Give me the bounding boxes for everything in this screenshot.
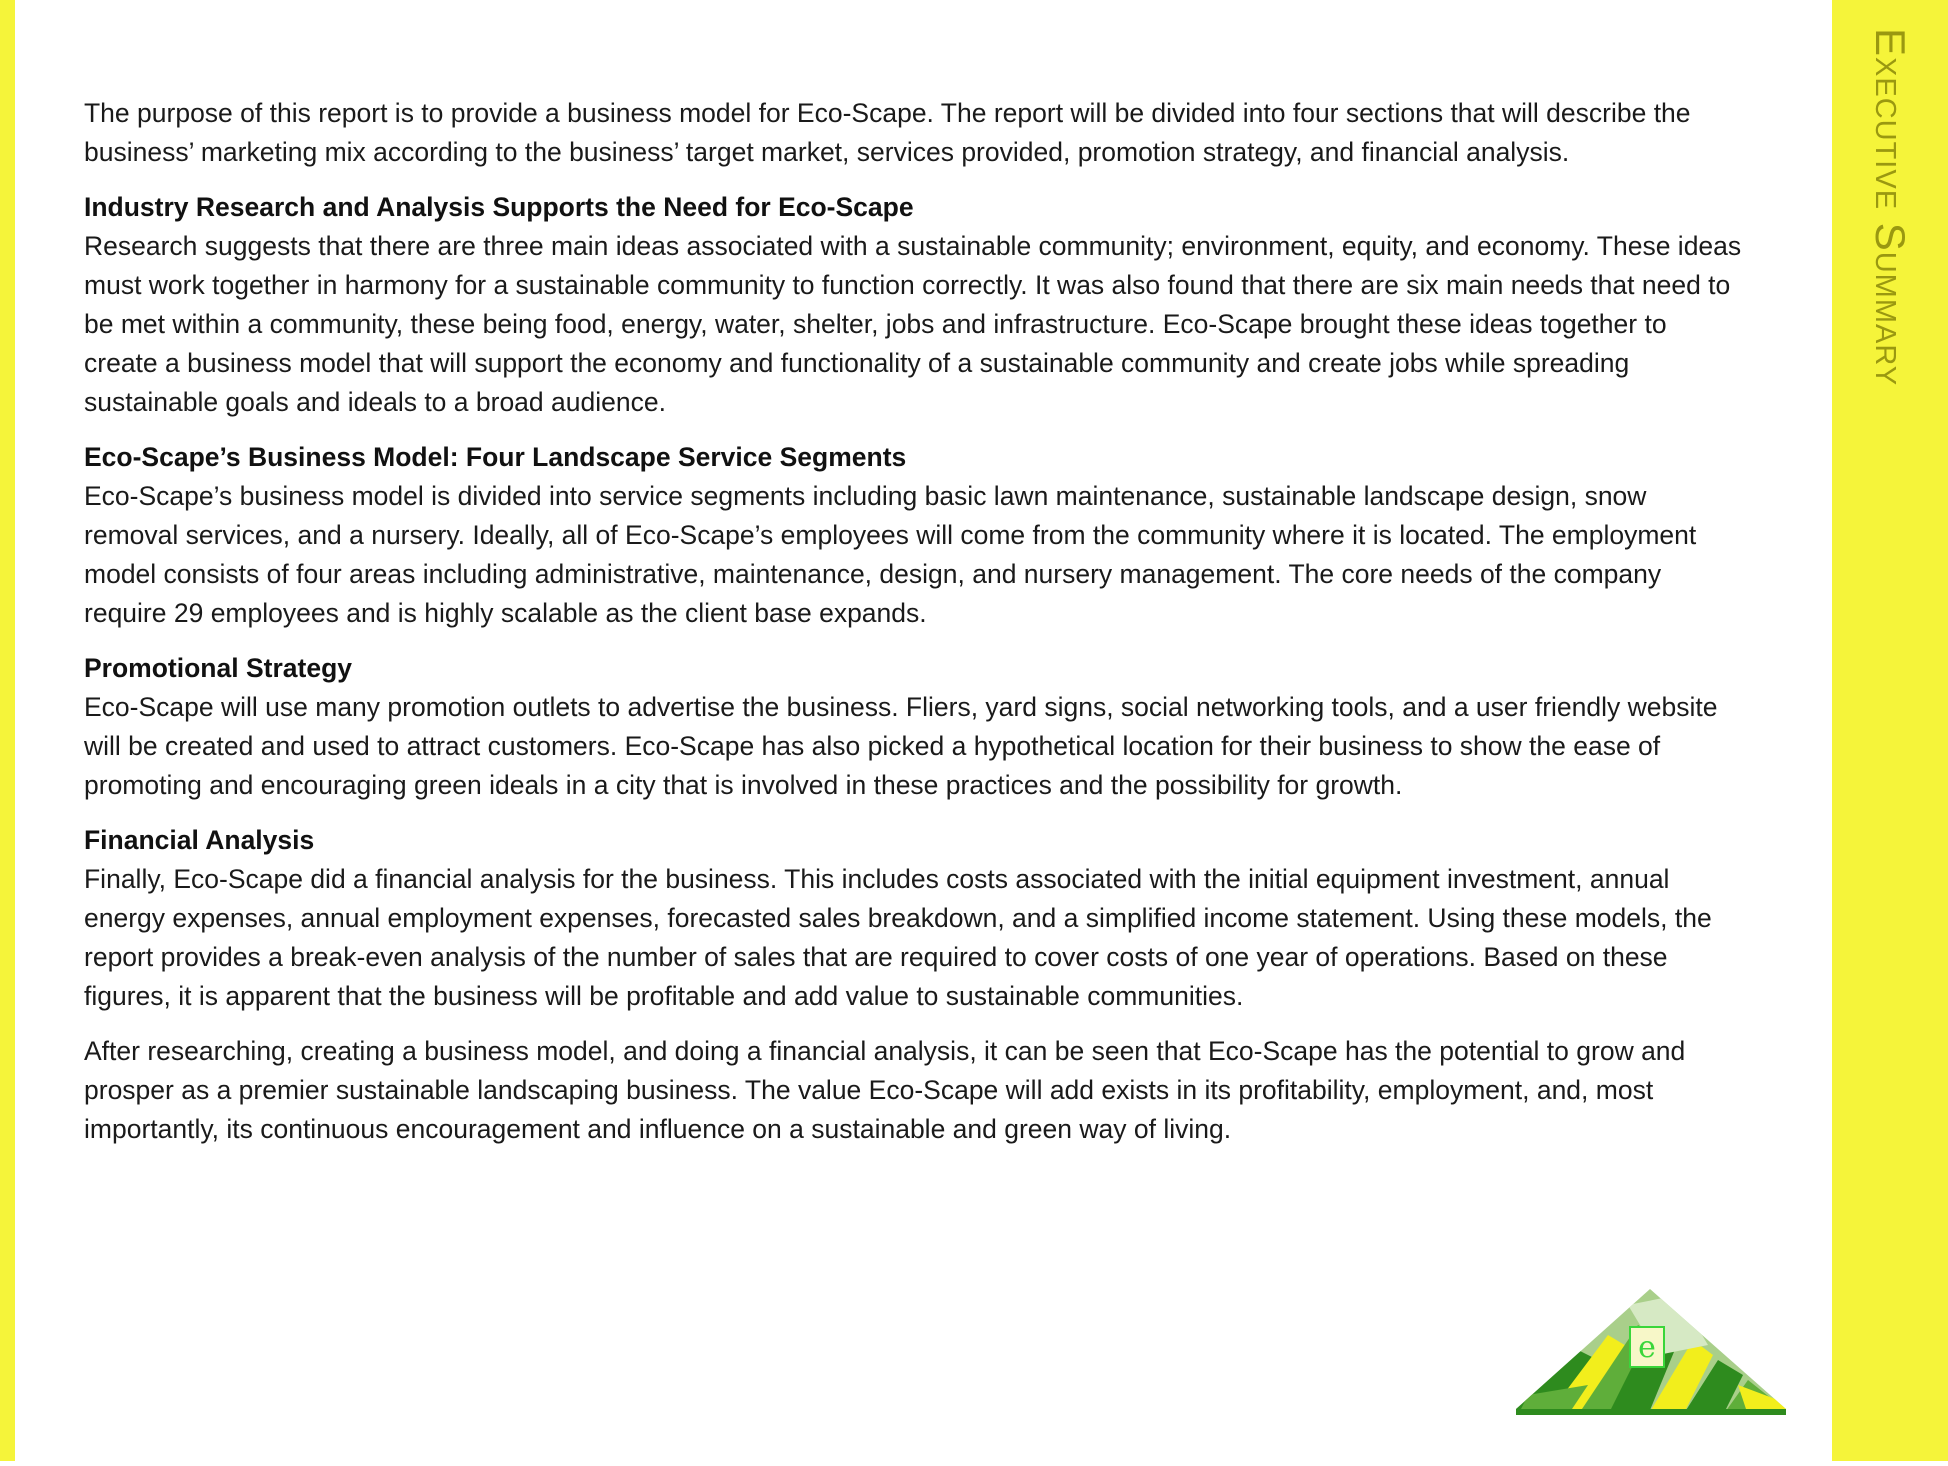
section-industry-research [84,188,1744,422]
section-heading: Financial Analysis [84,825,315,855]
document-body [84,94,1744,1165]
section-title: Executive Summary [1867,28,1914,387]
section-financial-analysis [84,821,1744,1016]
section-body: Eco-Scape’s business model is divided into service segments including basic lawn maintenance, sustainable landscape design, snow removal services, and a nursery. Ideally, all of Eco-Scape’s employees will come from the community where it is located. The employment model consists of four areas including administrative, maintenance, design, and nursery management. The core needs of the company require 29 employees and is highly scalable as the client base expands. [84,481,1697,628]
logo-mark-letter: e [1638,1330,1656,1365]
intro-paragraph: The purpose of this report is to provide a business model for Eco-Scape. The report will be divided into four sections that will describe the business’ marketing mix according to the business’ target market, services provided, promotion strategy, and financial analysis. [84,98,1691,167]
section-heading: Promotional Strategy [84,653,352,683]
section-heading: Eco-Scape’s Business Model: Four Landscape Service Segments [84,442,907,472]
section-body: Research suggests that there are three main ideas associated with a sustainable community; environment, equity, and economy. These ideas must work together in harmony for a sustainable community to function correctly. It was also found that there are six main needs that need to be met within a community, these being food, energy, water, shelter, jobs and infrastructure. Eco-Scape brought these ideas together to create a business model that will support the economy and functionality of a sustainable community and create jobs while spreading sustainable goals and ideals to a broad audience. [84,231,1742,417]
left-accent-bar [0,0,15,1461]
eco-scape-logo [1508,1285,1792,1461]
section-body: Eco-Scape will use many promotion outlets to advertise the business. Fliers, yard signs, social networking tools, and a user friendly website will be created and used to attract customers. Eco-Scape has also picked a hypothetical location for their business to show the ease of promoting and encouraging green ideals in a city that is involved in these practices and the possibility for growth. [84,692,1718,800]
conclusion-paragraph: After researching, creating a business model, and doing a financial analysis, it can be seen that Eco-Scape has the potential to grow and prosper as a premier sustainable landscaping business. The value Eco-Scape will add exists in its profitability, employment, and, most importantly, its continuous encouragement and influence on a sustainable and green way of living. [84,1036,1686,1144]
eco-scape-logo-icon [1508,1285,1792,1461]
section-promotional-strategy [84,649,1744,805]
section-heading: Industry Research and Analysis Supports the Need for Eco-Scape [84,192,914,222]
section-business-model [84,438,1744,633]
section-body: Finally, Eco-Scape did a financial analysis for the business. This includes costs associated with the initial equipment investment, annual energy expenses, annual employment expenses, forecasted sales breakdown, and a simplified income statement. Using these models, the report provides a break-even analysis of the number of sales that are required to cover costs of one year of operations. Based on these figures, it is apparent that the business will be profitable and add value to sustainable communities. [84,864,1712,1011]
